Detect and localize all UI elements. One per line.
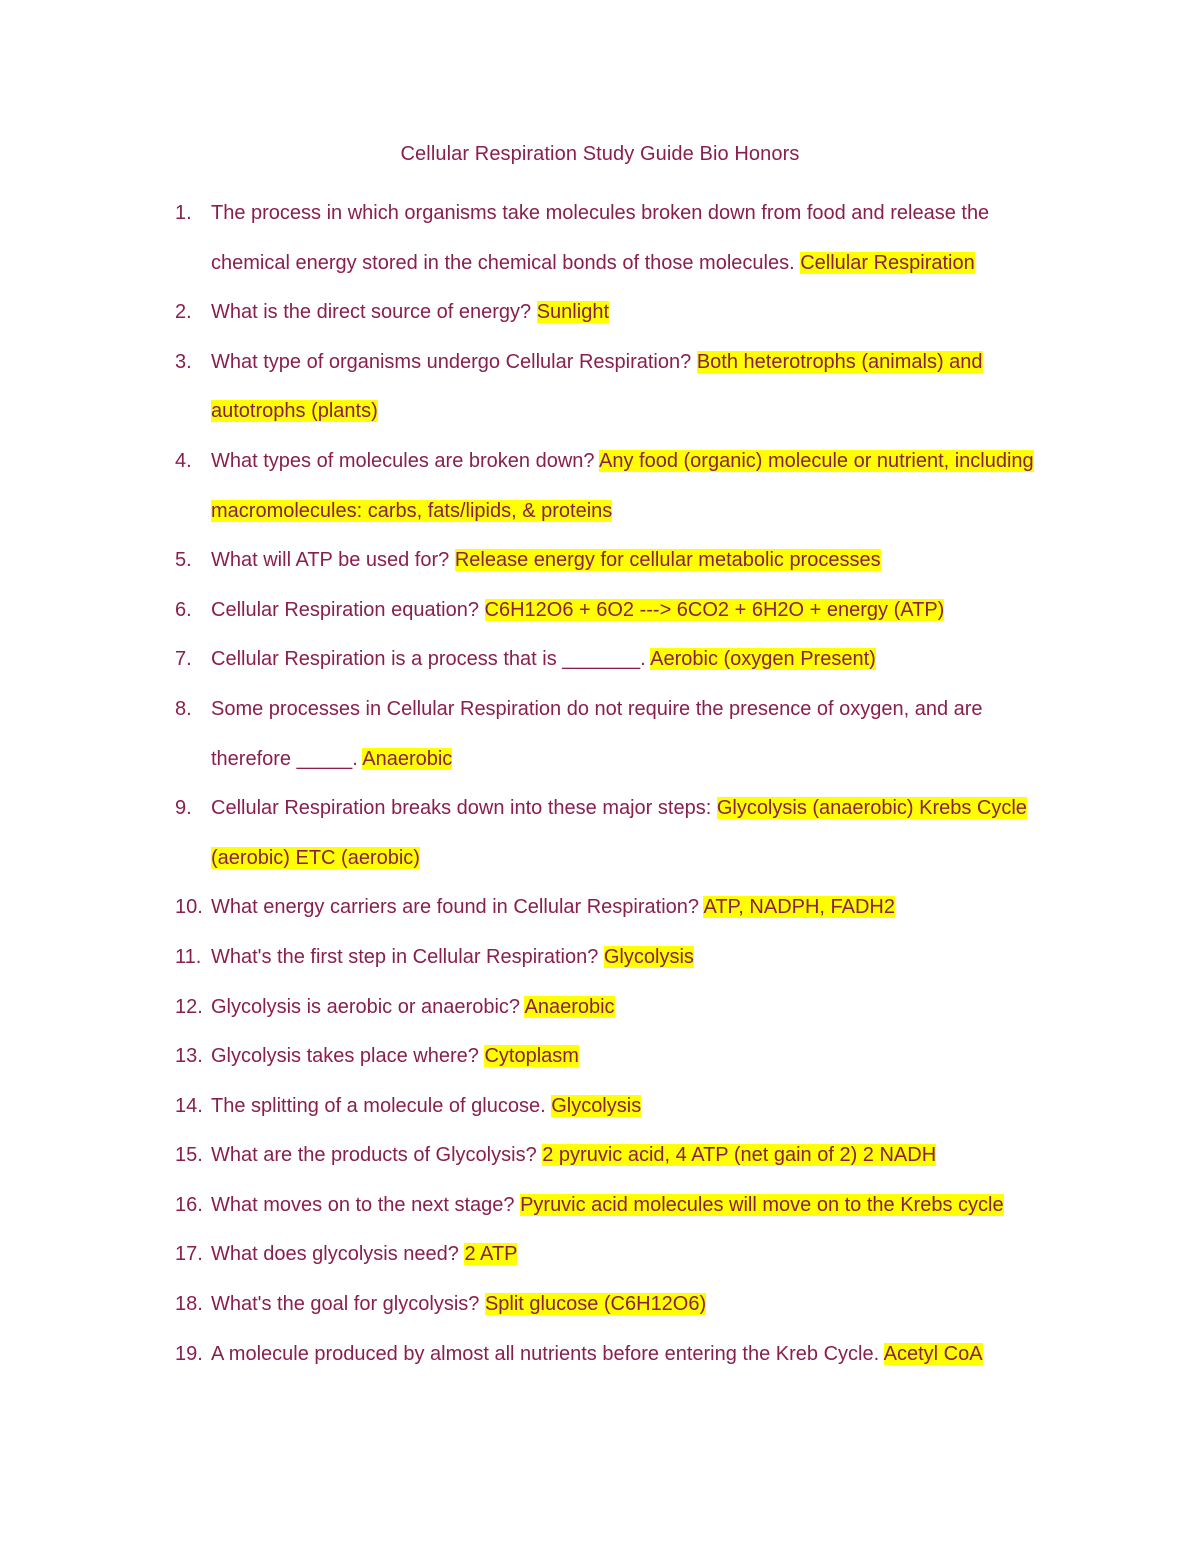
question-text: The splitting of a molecule of glucose. — [211, 1094, 552, 1117]
item-number: 9. — [175, 797, 192, 820]
answer-highlight: Cellular Respiration — [800, 251, 975, 274]
answer-highlight: Split glucose (C6H12O6) — [484, 1293, 707, 1316]
item-number: 1. — [175, 202, 192, 224]
answer-highlight: Anaerobic — [362, 747, 453, 770]
item-number: 19. — [175, 1342, 203, 1365]
question-text: Cellular Respiration equation? — [211, 598, 485, 621]
answer-highlight: Glycolysis (anaerobic) Krebs Cycle (aerobic) ETC (aerobic) — [211, 797, 1027, 869]
page-title: Cellular Respiration Study Guide Bio Honors — [400, 143, 800, 165]
question-text: Cellular Respiration breaks down into these major steps: — [211, 797, 717, 820]
list-item — [0, 189, 1061, 288]
item-number: 4. — [175, 449, 192, 472]
list-item — [0, 685, 1061, 784]
question-text: What is the direct source of energy? — [211, 301, 537, 324]
answer-highlight: ATP, NADPH, FADH2 — [703, 896, 896, 919]
question-list — [0, 189, 1200, 1379]
list-item — [0, 536, 1061, 586]
question-text: What types of molecules are broken down? — [211, 449, 599, 472]
answer-highlight: Sunlight — [536, 301, 609, 324]
item-number: 17. — [175, 1243, 203, 1266]
question-text: Cellular Respiration is a process that is _______. — [211, 648, 651, 671]
item-number: 7. — [175, 648, 192, 671]
question-text: What will ATP be used for? — [211, 549, 455, 572]
list-item — [0, 586, 1061, 636]
list-item — [0, 338, 1061, 437]
answer-highlight: 2 pyruvic acid, 4 ATP (net gain of 2) 2 NADH — [542, 1144, 937, 1167]
question-text: What energy carriers are found in Cellular Respiration? — [211, 896, 704, 919]
item-number: 6. — [175, 598, 192, 621]
item-number: 3. — [175, 350, 192, 373]
answer-highlight: Anaerobic — [524, 995, 615, 1018]
question-text: What moves on to the next stage? — [211, 1193, 521, 1216]
answer-highlight: Cytoplasm — [484, 1045, 579, 1068]
list-item — [0, 635, 1061, 685]
list-item — [0, 288, 1061, 338]
item-number: 18. — [175, 1293, 203, 1316]
list-item — [0, 1131, 1061, 1181]
list-item — [0, 437, 1061, 536]
question-text: What's the first step in Cellular Respiration? — [211, 945, 604, 968]
item-number: 15. — [175, 1144, 203, 1167]
answer-highlight: C6H12O6 + 6O2 ---> 6CO2 + 6H2O + energy (ATP) — [484, 598, 945, 621]
answer-highlight: 2 ATP — [464, 1243, 518, 1266]
item-number: 10. — [175, 896, 203, 919]
list-item — [0, 1181, 1061, 1231]
item-number: 2. — [175, 301, 192, 324]
list-item — [0, 1082, 1061, 1132]
answer-highlight: Aerobic (oxygen Present) — [650, 648, 876, 671]
list-item — [0, 1330, 1061, 1380]
list-item — [0, 1280, 1061, 1330]
answer-highlight: Any food (organic) molecule or nutrient, including macromolecules: carbs, fats/lipids, & proteins — [211, 449, 1034, 522]
item-number: 11. — [175, 945, 202, 968]
question-text: What does glycolysis need? — [211, 1243, 465, 1266]
question-text: Some processes in Cellular Respiration do not require the presence of oxygen, and are therefore _____. — [211, 697, 983, 770]
list-item — [0, 883, 1061, 933]
item-number: 16. — [175, 1193, 203, 1216]
question-text: What are the products of Glycolysis? — [211, 1144, 543, 1167]
question-text: Glycolysis takes place where? — [211, 1045, 485, 1068]
answer-highlight: Glycolysis — [551, 1094, 642, 1117]
answer-highlight: Glycolysis — [603, 945, 694, 968]
list-item — [0, 784, 1061, 883]
item-number: 5. — [175, 549, 192, 572]
question-text: What's the goal for glycolysis? — [211, 1293, 485, 1316]
question-text: The process in which organisms take molecules broken down from food and release the chemical energy stored in the chemical bonds of those molecules. — [211, 202, 990, 274]
item-number: 8. — [175, 697, 192, 720]
question-text: Glycolysis is aerobic or anaerobic? — [211, 995, 525, 1018]
answer-highlight: Pyruvic acid molecules will move on to the Krebs cycle — [520, 1193, 1004, 1216]
question-text: What type of organisms undergo Cellular Respiration? — [211, 350, 697, 373]
list-item — [0, 983, 1061, 1033]
answer-highlight: Release energy for cellular metabolic processes — [454, 549, 881, 572]
list-item — [0, 1230, 1061, 1280]
question-text: A molecule produced by almost all nutrients before entering the Kreb Cycle. — [211, 1342, 884, 1365]
answer-highlight: Both heterotrophs (animals) and autotrophs (plants) — [211, 350, 983, 423]
item-number: 12. — [175, 995, 203, 1018]
answer-highlight: Acetyl CoA — [883, 1342, 983, 1365]
list-item — [0, 933, 1061, 983]
item-number: 14. — [175, 1094, 203, 1117]
list-item — [0, 1032, 1061, 1082]
item-number: 13. — [175, 1045, 203, 1068]
